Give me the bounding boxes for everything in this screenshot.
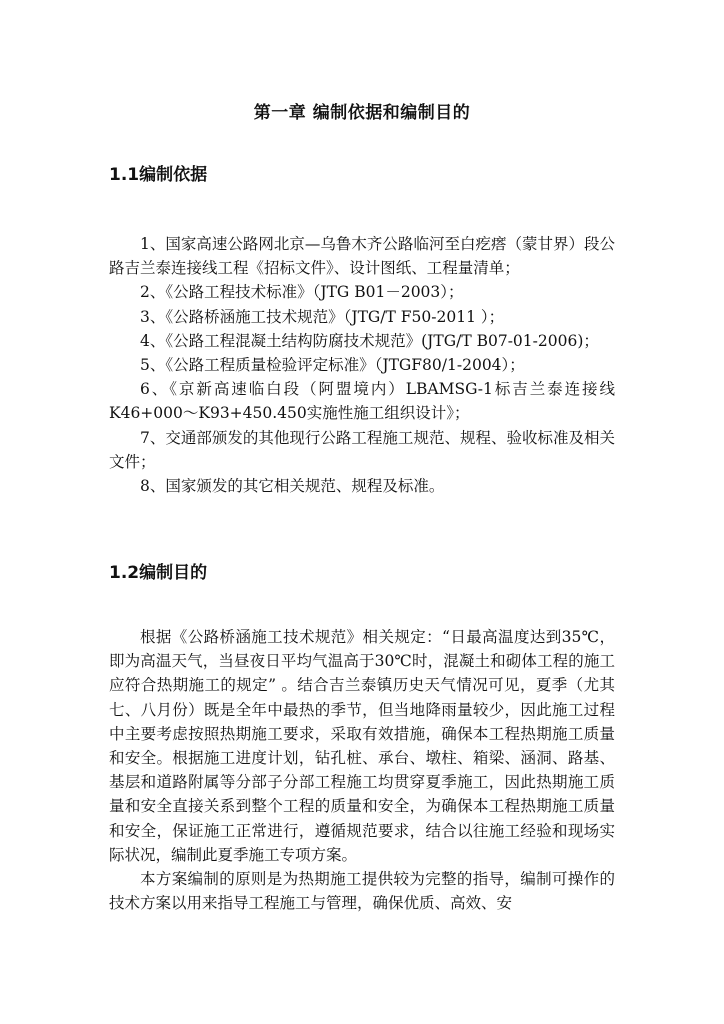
paragraph: 2、《公路工程技术标准》（JTG B01－2003）； <box>140 283 464 302</box>
chapter-title: 第一章 编制依据和编制目的 <box>253 103 471 123</box>
paragraph: 6、《京新高速临白段（阿盟境内）LBAMSG-1标吉兰泰连接线K46+000～K93+450.450实施性施工组织设计》； <box>109 380 615 423</box>
paragraph: 7、交通部颁发的其他现行公路工程施工规范、规程、验收标准及相关文件； <box>109 428 615 471</box>
section-1-1-body <box>109 232 615 498</box>
section-heading-1-2: 1.2编制目的 <box>109 563 208 583</box>
paragraph: 根据《公路桥涵施工技术规范》相关规定：“日最高温度达到35℃，即为高温天气，当昼夜日平均气温高于30℃时，混凝土和砌体工程的施工应符合热期施工的规定” 。结合吉兰泰镇历史天气情况可见，夏季（尤其七、八月份）既是全年中最热的季节，但当地降雨量较少，因此施工过程中主要考虑按照热期施工要求，采取有效措施，确保本工程热期施工质量和安全。根据施工进度计划，钻孔桩、承台、墩柱、箱梁、涵洞、路基、基层和道路附属等分部子分部工程施工均贯穿夏季施工，因此热期施工质量和安全直接关系到整个工程的质量和安全，为确保本工程热期施工质量和安全，保证施工正常进行，遵循规范要求，结合以往施工经验和现场实际状况，编制此夏季施工专项方案。 <box>109 628 615 864</box>
section-1-2-body <box>109 625 615 915</box>
paragraph: 5、《公路工程质量检验评定标准》（JTGF80/1-2004）； <box>140 356 525 375</box>
section-heading-1-1: 1.1编制依据 <box>109 165 208 185</box>
paragraph: 本方案编制的原则是为热期施工提供较为完整的指导，编制可操作的技术方案以用来指导工程施工与管理，确保优质、高效、安 <box>109 870 615 913</box>
paragraph: 1、国家高速公路网北京—乌鲁木齐公路临河至白疙瘩（蒙甘界）段公路吉兰泰连接线工程《招标文件》、设计图纸、工程量清单； <box>109 235 615 278</box>
paragraph: 4、《公路工程混凝土结构防腐技术规范》(JTG/T B07-01-2006)； <box>140 331 599 350</box>
paragraph: 8、国家颁发的其它相关规范、规程及标准。 <box>140 477 445 496</box>
paragraph: 3、《公路桥涵施工技术规范》（JTG/T F50-2011 ）； <box>140 307 505 326</box>
